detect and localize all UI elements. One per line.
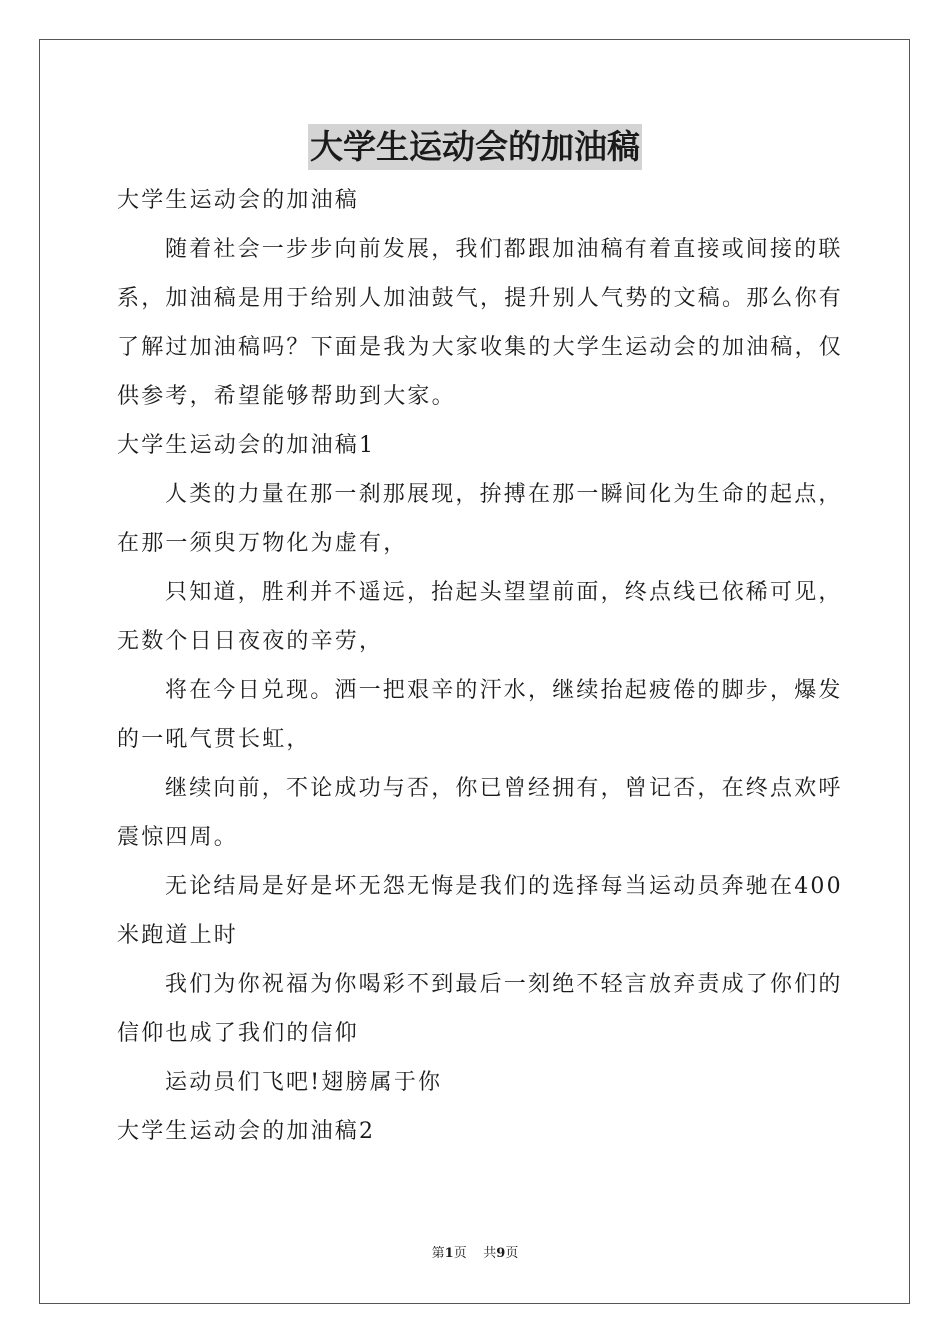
section-heading: 大学生运动会的加油稿1 xyxy=(117,433,376,458)
text-line: 只知道，胜利并不遥远，抬起头望望前面，终点线已依稀可见， xyxy=(165,580,843,605)
text-line: 系，加油稿是用于给别人加油鼓气，提升别人气势的文稿。那么你有 xyxy=(117,286,844,311)
text-line: 信仰也成了我们的信仰 xyxy=(117,1021,360,1046)
text-line: 随着社会一步步向前发展，我们都跟加油稿有着直接或间接的联 xyxy=(165,237,843,262)
text-line: 我们为你祝福为你喝彩不到最后一刻绝不轻言放弃责成了你们的 xyxy=(165,972,843,997)
document-body xyxy=(117,176,844,1156)
text-line: 继续向前，不论成功与否，你已曾经拥有，曾记否，在终点欢呼 xyxy=(165,776,843,801)
page-suffix: 页 xyxy=(453,1246,467,1261)
document-title: 大学生运动会的加油稿 xyxy=(308,124,642,170)
text-line: 运动员们飞吧!翅膀属于你 xyxy=(165,1070,443,1095)
text-line: 了解过加油稿吗？下面是我为大家收集的大学生运动会的加油稿，仅 xyxy=(117,335,844,360)
text-line: 人类的力量在那一刹那展现，拚搏在那一瞬间化为生命的起点， xyxy=(165,482,843,507)
text-line: 供参考，希望能够帮助到大家。 xyxy=(117,384,456,409)
total-pages: 9 xyxy=(496,1246,506,1261)
text-line: 的一吼气贯长虹， xyxy=(117,727,311,752)
page-prefix: 第 xyxy=(431,1246,445,1261)
total-prefix: 共 xyxy=(483,1246,497,1261)
title-container xyxy=(0,124,950,170)
page-footer xyxy=(0,1244,950,1264)
page-number: 1 xyxy=(444,1246,454,1261)
section-heading: 大学生运动会的加油稿2 xyxy=(117,1119,376,1144)
text-line: 大学生运动会的加油稿 xyxy=(117,188,360,213)
text-line: 将在今日兑现。洒一把艰辛的汗水，继续抬起疲倦的脚步，爆发 xyxy=(165,678,843,703)
text-line: 震惊四周。 xyxy=(117,825,239,850)
total-suffix: 页 xyxy=(505,1246,519,1261)
text-line: 无数个日日夜夜的辛劳， xyxy=(117,629,384,654)
text-line: 无论结局是好是坏无怨无悔是我们的选择每当运动员奔驰在400 xyxy=(165,874,843,899)
text-line: 在那一须臾万物化为虚有， xyxy=(117,531,408,556)
text-line: 米跑道上时 xyxy=(117,923,239,948)
